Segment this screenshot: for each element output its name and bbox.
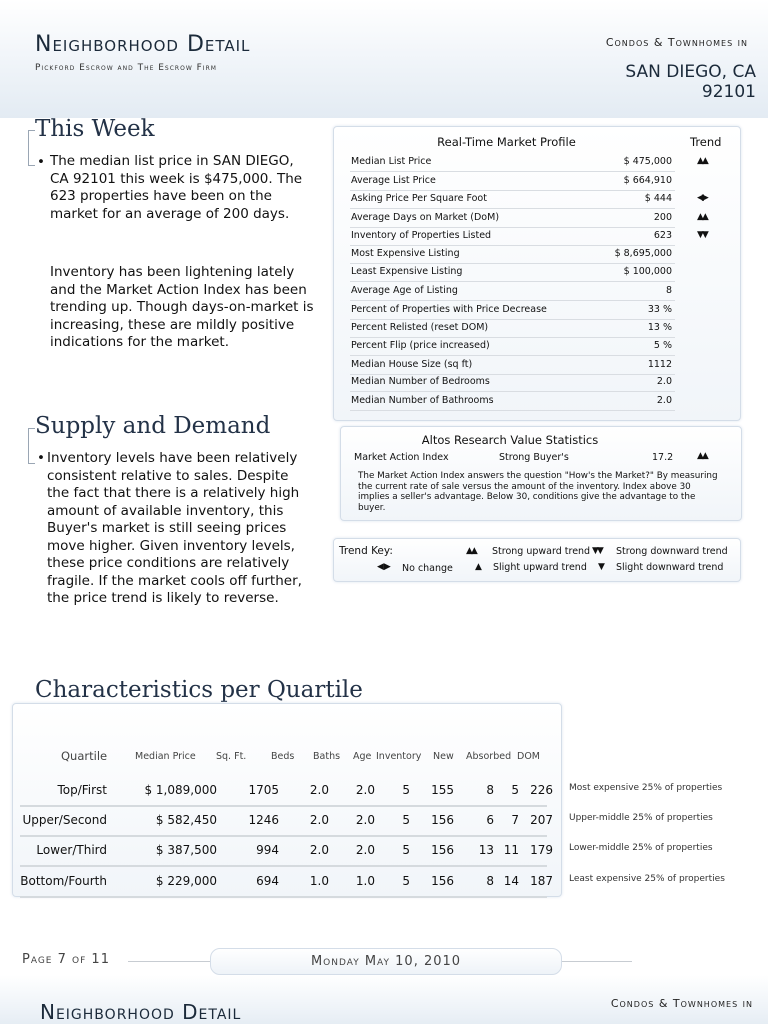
quartile-cell-age: 5 [402, 783, 410, 797]
altos-title: Altos Research Value Statistics [421, 433, 599, 447]
market-profile-row [350, 392, 675, 411]
this-week-paragraph-1: The median list price in SAN DIEGO, CA 92101 this week is $475,000. The 623 properties have been on the market for an average of 200 days. [50, 153, 303, 222]
slight-down-icon: ▼ [598, 562, 605, 572]
mai-trend-up-strong-icon: ▲▲ [697, 451, 707, 461]
page-title: Neighborhood Detail [35, 32, 251, 57]
market-profile-row [350, 190, 675, 209]
market-profile-row [350, 301, 675, 320]
quartile-header-cell: Baths [313, 751, 341, 762]
mai-status: Strong Buyer's [499, 452, 569, 463]
row-label: Percent Flip (price increased) [351, 340, 490, 351]
row-value: 200 [653, 212, 672, 223]
footer-category: Condos & Townhomes in [610, 997, 753, 1010]
row-value: 13 % [647, 322, 672, 333]
quartile-header-cell: New [433, 751, 454, 762]
quartile-cell-abs: 14 [503, 874, 519, 888]
quartile-description: Lower-middle 25% of properties [569, 843, 713, 853]
quartile-cell-abs: 5 [511, 783, 519, 797]
row-value: $ 664,910 [623, 175, 672, 186]
quartile-row [20, 866, 553, 898]
quartile-cell-q: Upper/Second [22, 813, 107, 827]
row-label: Asking Price Per Square Foot [351, 193, 487, 204]
row-label: Median House Size (sq ft) [351, 359, 473, 370]
quartile-cell-q: Top/First [57, 783, 107, 797]
quartile-cell-abs: 7 [511, 813, 519, 827]
quartile-header-cell: DOM [517, 751, 540, 762]
quartile-cell-sqft: 994 [256, 843, 279, 857]
quartile-cell-baths: 1.0 [355, 874, 375, 888]
this-week-paragraph-2: Inventory has been lightening lately and the Market Action Index has been trending up. Though days-on-market is increasing, these are mildly positive indications for the market. [50, 264, 314, 350]
category-label: Condos & Townhomes in [605, 36, 748, 49]
row-value: 623 [653, 230, 672, 241]
quartile-cell-price: $ 387,500 [155, 843, 217, 857]
quartile-cell-baths: 2.0 [355, 813, 375, 827]
supply-demand-heading: Supply and Demand [35, 413, 271, 439]
market-profile-row [350, 227, 675, 246]
market-profile-row [350, 282, 675, 301]
row-label: Inventory of Properties Listed [351, 230, 492, 241]
this-week-heading: This Week [35, 116, 155, 142]
quartile-row [20, 835, 553, 867]
quartile-cell-new: 8 [486, 783, 494, 797]
trend-up-strong-icon: ▲▲ [697, 212, 707, 222]
quartile-cell-new: 13 [478, 843, 494, 857]
row-label: Median List Price [351, 156, 432, 167]
market-profile-row [350, 245, 675, 264]
zip-label: 92101 [701, 82, 756, 102]
row-value: $ 475,000 [623, 156, 672, 167]
quartile-cell-new: 6 [486, 813, 494, 827]
strong-up-label: Strong upward trend [492, 546, 591, 557]
market-profile-row [350, 337, 675, 356]
row-value: $ 8,695,000 [614, 248, 672, 259]
quartile-cell-baths: 2.0 [355, 843, 375, 857]
footer-divider [560, 961, 632, 962]
market-profile-row [350, 373, 675, 392]
quartile-cell-q: Bottom/Fourth [20, 874, 107, 888]
slight-down-label: Slight downward trend [616, 562, 724, 573]
quartile-cell-dom: 207 [530, 813, 553, 827]
row-label: Most Expensive Listing [351, 248, 460, 259]
quartile-cell-inv: 156 [431, 874, 454, 888]
quartile-cell-price: $ 582,450 [155, 813, 217, 827]
trend-up-strong-icon: ▲▲ [697, 156, 707, 166]
row-label: Median Number of Bedrooms [351, 376, 490, 387]
row-label: Average Age of Listing [351, 285, 458, 296]
bullet: • [37, 154, 45, 170]
strong-down-icon: ▼▼ [592, 546, 602, 556]
mai-label: Market Action Index [354, 452, 449, 463]
slight-up-icon: ▲ [475, 562, 482, 572]
location [625, 62, 756, 102]
quartile-cell-new: 8 [486, 874, 494, 888]
supply-demand-paragraph: Inventory levels have been relatively consistent relative to sales. Despite the fact that there is a relatively high amount of available inventory, this Buyer's market is still seeing prices move higher. Given inventory levels, these price conditions are relatively fragile. If the market cools off further, the price trend is likely to reverse. [47, 450, 302, 606]
quartile-cell-inv: 156 [431, 843, 454, 857]
quartile-cell-beds: 2.0 [309, 783, 329, 797]
no-change-label: No change [402, 563, 453, 574]
row-label: Percent of Properties with Price Decrease [351, 304, 547, 315]
quartile-row [20, 805, 553, 837]
quartile-cell-dom: 226 [530, 783, 553, 797]
trend-down-strong-icon: ▼▼ [697, 230, 707, 240]
quartile-description: Upper-middle 25% of properties [569, 813, 713, 823]
market-profile-row [350, 209, 675, 228]
quartile-description: Most expensive 25% of properties [569, 783, 723, 793]
section-bracket [28, 130, 35, 166]
quartile-heading: Characteristics per Quartile [35, 677, 363, 703]
trend-key-label: Trend Key: [339, 545, 393, 557]
quartile-cell-inv: 155 [431, 783, 454, 797]
quartile-cell-age: 5 [402, 813, 410, 827]
quartile-cell-price: $ 229,000 [155, 874, 217, 888]
market-profile-row [350, 153, 675, 172]
slight-up-label: Slight upward trend [493, 562, 587, 573]
quartile-cell-beds: 1.0 [309, 874, 329, 888]
trend-column-label: Trend [690, 135, 722, 149]
row-value: 2.0 [656, 376, 672, 387]
trend-key-panel [333, 538, 741, 582]
quartile-row [20, 775, 553, 807]
row-label: Median Number of Bathrooms [351, 395, 494, 406]
quartile-cell-sqft: 694 [256, 874, 279, 888]
row-value: 8 [665, 285, 672, 296]
row-value: 2.0 [656, 395, 672, 406]
quartile-header-cell: Sq. Ft. [216, 751, 247, 762]
quartile-header-cell: Beds [271, 751, 295, 762]
page-number: Page 7 of 11 [22, 952, 110, 967]
quartile-cell-abs: 11 [503, 843, 519, 857]
quartile-header-cell: Age [353, 751, 372, 762]
row-value: 5 % [653, 340, 672, 351]
trend-no-change-icon: ◀▶ [697, 193, 707, 203]
quartile-cell-baths: 2.0 [355, 783, 375, 797]
mai-value: 17.2 [652, 452, 674, 463]
quartile-cell-dom: 179 [530, 843, 553, 857]
quartile-header-cell: Absorbed [466, 751, 512, 762]
row-label: Average List Price [351, 175, 436, 186]
market-profile-row [350, 172, 675, 191]
row-value: 33 % [647, 304, 672, 315]
section-bracket [28, 428, 35, 464]
strong-down-label: Strong downward trend [616, 546, 728, 557]
quartile-description: Least expensive 25% of properties [569, 874, 725, 884]
row-value: 1112 [647, 359, 672, 370]
row-value: $ 100,000 [623, 266, 672, 277]
quartile-cell-beds: 2.0 [309, 813, 329, 827]
footer-date: Monday May 10, 2010 [210, 948, 562, 975]
quartile-cell-sqft: 1705 [248, 783, 279, 797]
row-label: Percent Relisted (reset DOM) [351, 322, 489, 333]
bullet: • [37, 450, 45, 466]
quartile-header-cell: Median Price [135, 751, 196, 762]
page-subtitle: Pickford Escrow and The Escrow Firm [35, 63, 217, 73]
quartile-cell-sqft: 1246 [248, 813, 279, 827]
mai-description: The Market Action Index answers the question "How's the Market?" By measuring the current rate of sale versus the amount of the inventory. Index above 30 implies a seller's advantage. Below 30, conditions give the advantage to the buyer. [358, 471, 718, 513]
quartile-cell-q: Lower/Third [36, 843, 107, 857]
footer-title: Neighborhood Detail [40, 1000, 242, 1024]
row-label: Least Expensive Listing [351, 266, 463, 277]
footer-divider [128, 961, 210, 962]
market-profile-row [350, 319, 675, 338]
quartile-cell-beds: 2.0 [309, 843, 329, 857]
no-change-icon: ◀▶ [377, 562, 391, 572]
market-profile-title: Real-Time Market Profile [437, 135, 576, 149]
quartile-cell-age: 5 [402, 843, 410, 857]
quartile-header-cell: Quartile [61, 749, 108, 763]
quartile-header-cell: Inventory [376, 751, 422, 762]
strong-up-icon: ▲▲ [466, 546, 476, 556]
market-profile-row [350, 263, 675, 282]
quartile-cell-price: $ 1,089,000 [144, 783, 217, 797]
city-label: SAN DIEGO, CA [625, 62, 756, 82]
quartile-cell-dom: 187 [530, 874, 553, 888]
quartile-cell-inv: 156 [431, 813, 454, 827]
quartile-cell-age: 5 [402, 874, 410, 888]
row-label: Average Days on Market (DoM) [351, 212, 500, 223]
row-value: $ 444 [644, 193, 672, 204]
